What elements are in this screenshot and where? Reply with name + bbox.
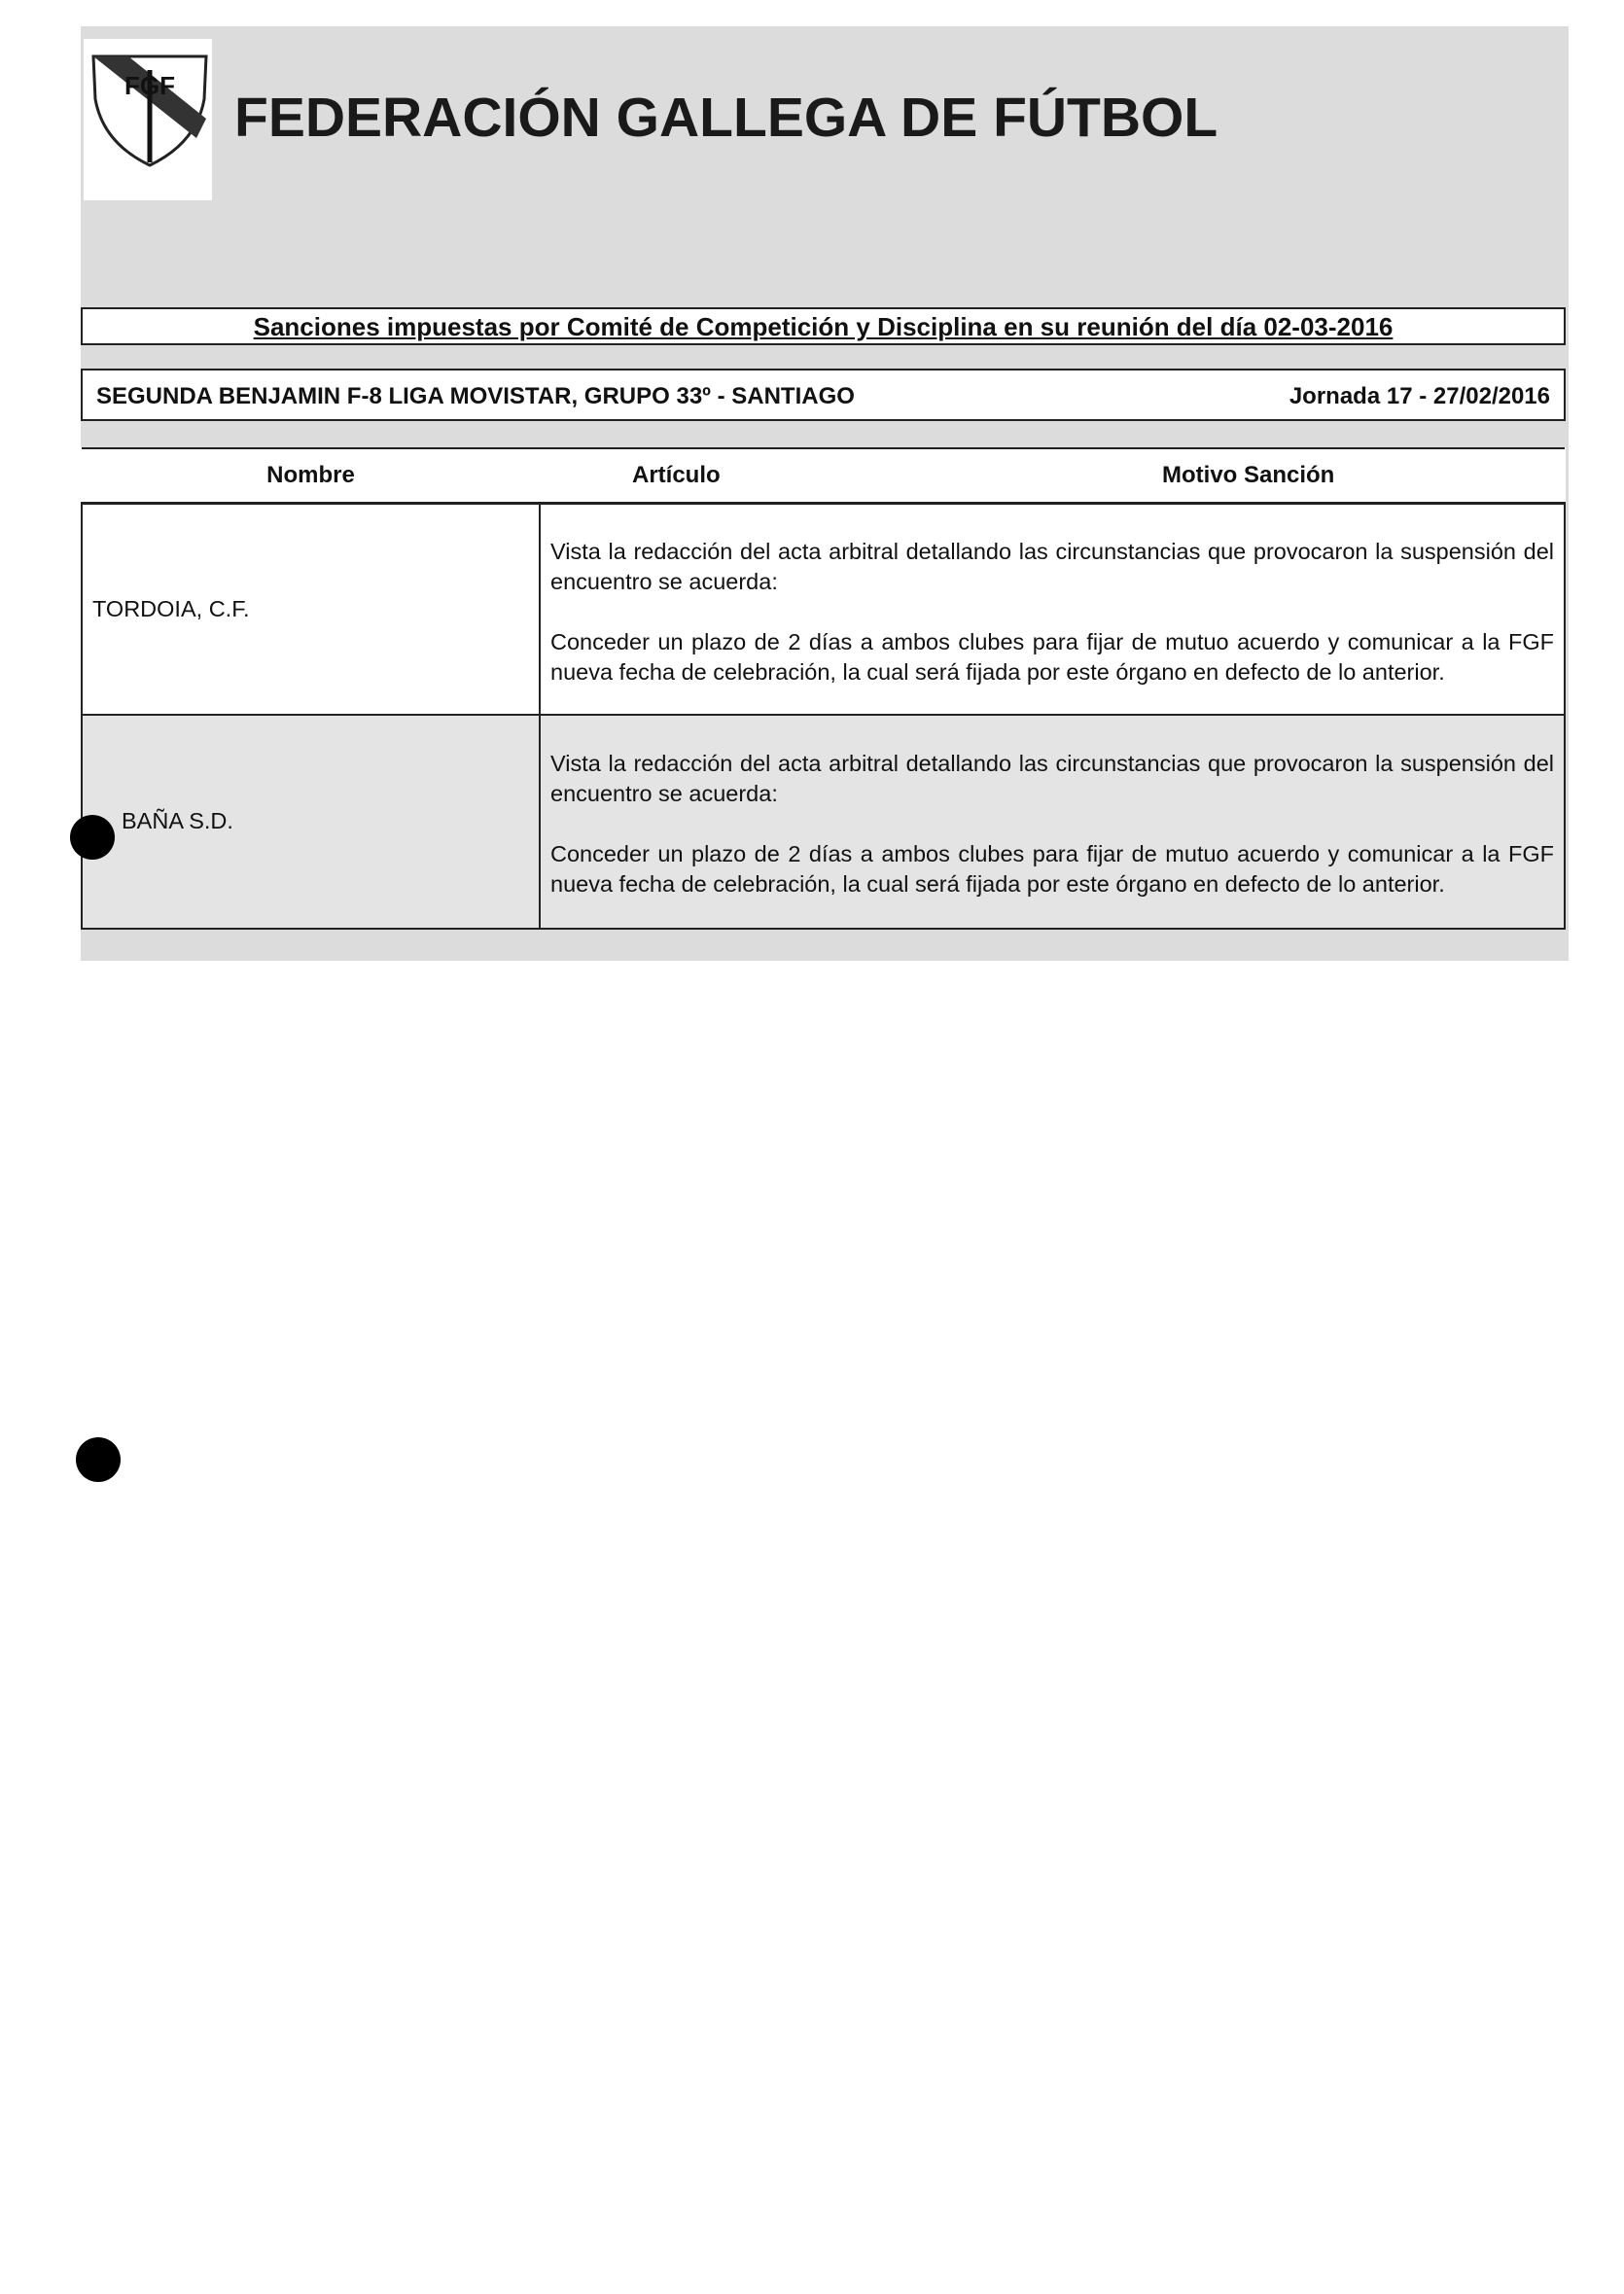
- club-name: BAÑA S.D.: [82, 715, 540, 929]
- report-title-box: [81, 307, 1566, 345]
- table-row: [82, 715, 1565, 929]
- competition-name: SEGUNDA BENJAMIN F-8 LIGA MOVISTAR, GRUPO 33º - SANTIAGO: [96, 383, 855, 409]
- table-header-row: [82, 448, 1565, 504]
- svg-text:FGF: FGF: [124, 71, 175, 100]
- punch-hole-mark: [76, 1437, 121, 1482]
- punch-hole-mark: [70, 815, 115, 860]
- header-articulo: Artículo: [632, 462, 721, 488]
- fgf-shield-logo-icon: [89, 51, 210, 167]
- header-motivo: Motivo Sanción: [1162, 462, 1335, 488]
- reason-paragraph: Vista la redacción del acta arbitral detallando las circunstancias que provocaron la suspensión del encuentro se acuerda:: [550, 538, 1554, 594]
- reason-paragraph: Conceder un plazo de 2 días a ambos clubes para fijar de mutuo acuerdo y comunicar a la FGF nueva fecha de celebración, la cual será fijada por este órgano en defecto de lo anterior.: [550, 628, 1554, 685]
- report-title: Sanciones impuestas por Comité de Competición y Disciplina en su reunión del día 02-03-2016: [253, 312, 1394, 341]
- sanctions-table: [81, 447, 1566, 930]
- round-date: Jornada 17 - 27/02/2016: [1289, 383, 1550, 409]
- sanction-reason: [540, 715, 1565, 929]
- competition-box: [81, 369, 1566, 421]
- organization-title: FEDERACIÓN GALLEGA DE FÚTBOL: [234, 87, 1218, 149]
- table-row: [82, 504, 1565, 715]
- sanction-reason: [540, 504, 1565, 715]
- club-name: TORDOIA, C.F.: [82, 504, 540, 715]
- reason-paragraph: Vista la redacción del acta arbitral detallando las circunstancias que provocaron la suspensión del encuentro se acuerda:: [550, 751, 1554, 806]
- reason-paragraph: Conceder un plazo de 2 días a ambos clubes para fijar de mutuo acuerdo y comunicar a la FGF nueva fecha de celebración, la cual será fijada por este órgano en defecto de lo anterior.: [550, 841, 1554, 897]
- header-nombre: Nombre: [82, 448, 540, 504]
- header-articulo-motivo: [540, 448, 1565, 504]
